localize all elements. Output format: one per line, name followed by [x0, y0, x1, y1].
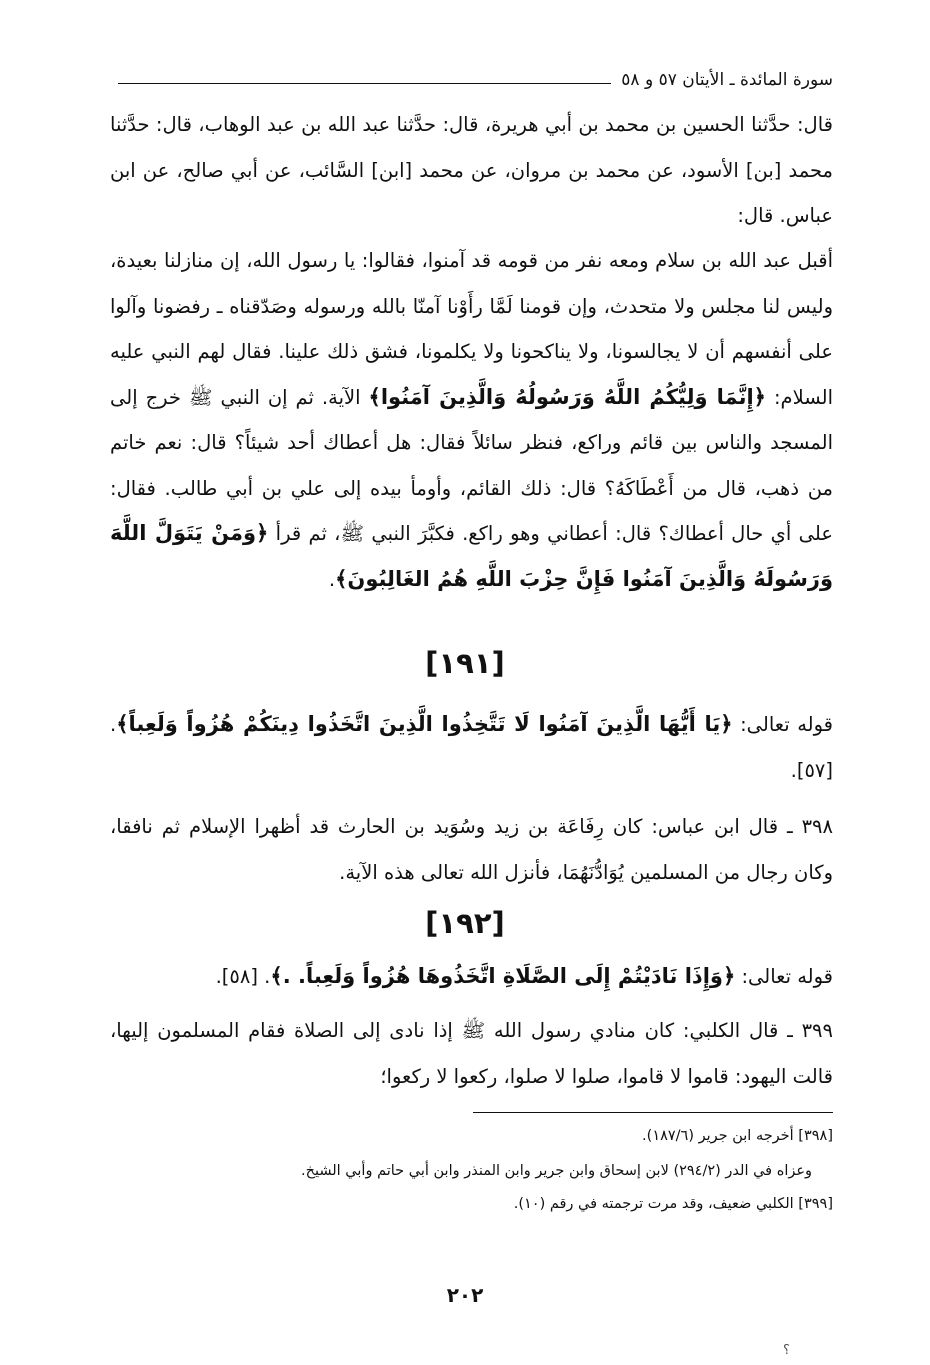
footnote-separator [473, 1112, 833, 1113]
narration-398 [110, 804, 833, 895]
footnote-398: [٣٩٨] أخرجه ابن جرير (١٨٧/٦). [642, 1128, 833, 1144]
running-header-title: سورة المائدة ـ الأيتان ٥٧ و ٥٨ [621, 70, 833, 90]
verse-58-ref: . [٥٨]. [215, 965, 271, 988]
story-text-1: أقبل عبد الله بن سلام ومعه نفر من قومه قد آمنوا، فقالوا: يا رسول الله، إن منازلنا بعيدة، وليس لنا مجلس ولا متحدث، وإن قومنا لَمَّا رأَوْنا آمنّا بالله ورسوله وصَدّقناه ـ رفضونا وآلوا على أنفسهم أن لا يجالسونا، ولا يناكحونا ولا يكلمونا، فشق ذلك علينا. فقال لهم النبي عليه السلام: [110, 249, 834, 409]
running-header [118, 62, 833, 90]
verse-57-ref: . [٥٧]. [110, 713, 833, 782]
verse-58-intro: قوله تعالى: [741, 965, 833, 988]
footnote-399: [٣٩٩] الكلبي ضعيف، وقد مرت ترجمته في رقم (١٠). [513, 1196, 833, 1212]
section-number-192: [١٩٢] [425, 906, 505, 940]
page-number: ٢٠٢ [446, 1283, 484, 1307]
verse-58-paragraph [110, 954, 833, 1000]
quran-verse-56: ﴿وَمَنْ يَتَوَلَّ اللَّهَ وَرَسُولَهُ وَالَّذِينَ آمَنُوا فَإِنَّ حِزْبَ اللَّهِ هُمُ الغَالِبُونَ﴾ [110, 521, 833, 591]
isnad-text: قال: حدَّثنا الحسين بن محمد بن أبي هريرة، قال: حدَّثنا عبد الله بن عبد الوهاب، قال: حدَّثنا محمد [بن] الأسود، عن محمد بن مروان، عن محمد [ابن] السَّائب، عن أبي صالح، عن ابن عباس. قال: [110, 113, 833, 227]
verse-57-paragraph [110, 702, 833, 793]
footnote-398-continued: وعزاه في الدر (٢٩٤/٢) لابن إسحاق وابن جرير وابن المنذر وابن أبي حاتم وأبي الشيخ. [300, 1163, 812, 1179]
section-number-191: [١٩١] [425, 646, 505, 680]
verse-57-intro: قوله تعالى: [740, 713, 833, 736]
quran-verse-55: ﴿إِنَّمَا وَلِيُّكُمُ اللَّهُ وَرَسُولُهُ وَالَّذِينَ آمَنُوا﴾ [368, 384, 766, 409]
narration-399 [110, 1008, 833, 1099]
story-end: . [328, 567, 336, 591]
story-paragraph [110, 238, 833, 602]
story-text-2: الآية. ثم إن النبي ﷺ خرج إلى المسجد والناس بين قائم وراكع، فنظر سائلاً فقال: هل أعطاك أحد شيئاً؟ قال: نعم خاتم من ذهب، قال من أَعْطَاكَهُ؟ قال: ذلك القائم، وأومأ بيده إلى علي بن أبي طالب. فقال: على أي حال أعطاك؟ قال: أعطاني وهو راكع. فكبَّرَ النبي ﷺ، ثم قرأ [110, 385, 833, 545]
header-rule [118, 83, 611, 84]
isnad-paragraph [110, 102, 833, 239]
narration-398-text: ٣٩٨ ـ قال ابن عباس: كان رِفَاعَة بن زيد وسُوَيد بن الحارث قد أظهرا الإسلام ثم نافقا، وكان رجال من المسلمين يُوَادُّنَهُمَا، فأنزل الله تعالى هذه الآية. [110, 815, 833, 884]
narration-399-text: ٣٩٩ ـ قال الكلبي: كان منادي رسول الله ﷺ إذا نادى إلى الصلاة فقام المسلمون إليها، قالت اليهود: قاموا لا قاموا، صلوا لا صلوا، ركعوا لا ركعوا؛ [110, 1019, 833, 1088]
corner-mark: ؟ [783, 1343, 790, 1358]
quran-verse-57: ﴿يَا أَيُّهَا الَّذِينَ آمَنُوا لَا تَتَّخِذُوا الَّذِينَ اتَّخَذُوا دِينَكُمْ هُزُواً وَلَعِباً﴾ [116, 712, 733, 736]
quran-verse-58: ﴿وَإِذَا نَادَيْتُمْ إِلَى الصَّلَاةِ اتَّخَذُوهَا هُزُواً وَلَعِباً. .﴾ [270, 964, 736, 988]
